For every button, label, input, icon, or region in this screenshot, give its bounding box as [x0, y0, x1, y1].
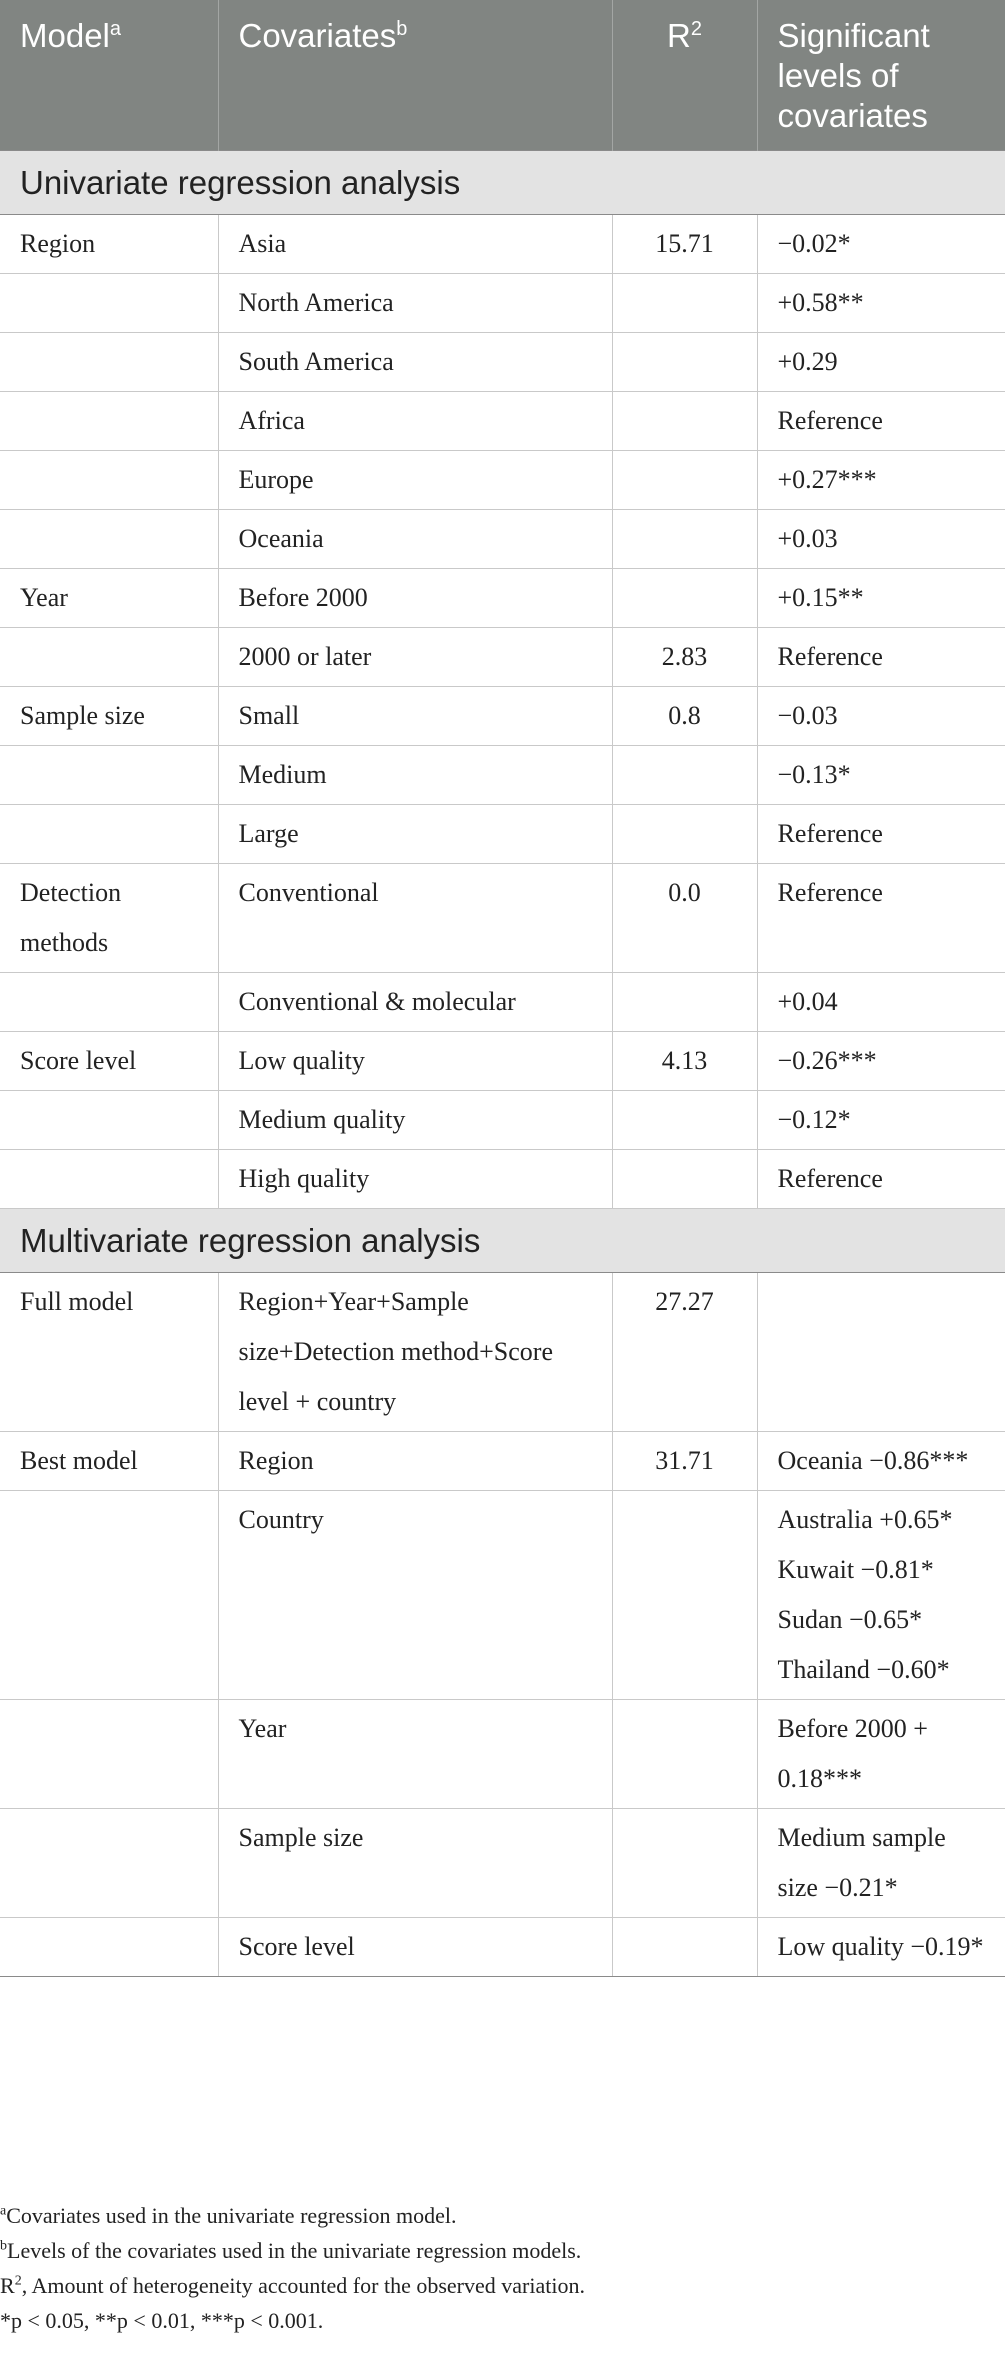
cell-model [0, 805, 218, 864]
cell-r2 [612, 333, 757, 392]
cell-covariate: Region+Year+Sample size+Detection method+Score level + country [218, 1273, 612, 1432]
cell-model [0, 1091, 218, 1150]
table-row [0, 1809, 1005, 1918]
cell-r2 [612, 451, 757, 510]
table-body [0, 151, 1005, 1977]
cell-significance: +0.29 [757, 333, 1005, 392]
cell-covariate: Medium quality [218, 1091, 612, 1150]
header-r2-sup: 2 [690, 18, 702, 40]
cell-model [0, 510, 218, 569]
cell-r2 [612, 1918, 757, 1977]
cell-covariate: Before 2000 [218, 569, 612, 628]
cell-covariate: Small [218, 687, 612, 746]
cell-significance: +0.27*** [757, 451, 1005, 510]
cell-r2 [612, 274, 757, 333]
cell-covariate: Oceania [218, 510, 612, 569]
cell-r2: 0.0 [612, 864, 757, 973]
cell-covariate: Year [218, 1700, 612, 1809]
cell-significance [757, 1273, 1005, 1432]
cell-significance: +0.15** [757, 569, 1005, 628]
footnote-a-text: Covariates used in the univariate regression model. [6, 2203, 457, 2228]
table-row [0, 1432, 1005, 1491]
header-significant: Significant levels of covariates [757, 0, 1005, 151]
cell-r2 [612, 1700, 757, 1809]
cell-significance: Australia +0.65* Kuwait −0.81* Sudan −0.65* Thailand −0.60* [757, 1491, 1005, 1700]
cell-covariate: High quality [218, 1150, 612, 1209]
table-row [0, 1032, 1005, 1091]
cell-r2: 4.13 [612, 1032, 757, 1091]
table-row [0, 628, 1005, 687]
cell-r2 [612, 1150, 757, 1209]
header-r2-label: R [667, 17, 691, 54]
cell-model [0, 746, 218, 805]
table-row [0, 687, 1005, 746]
cell-model: Full model [0, 1273, 218, 1432]
table-row [0, 864, 1005, 973]
cell-significance: Reference [757, 392, 1005, 451]
section-title: Multivariate regression analysis [0, 1209, 1005, 1273]
cell-covariate: Score level [218, 1918, 612, 1977]
table-row [0, 510, 1005, 569]
header-r2 [612, 0, 757, 151]
cell-significance: Reference [757, 1150, 1005, 1209]
table-row [0, 1918, 1005, 1977]
table-row [0, 569, 1005, 628]
cell-r2 [612, 569, 757, 628]
cell-r2: 15.71 [612, 215, 757, 274]
cell-significance: Oceania −0.86*** [757, 1432, 1005, 1491]
cell-significance: −0.12* [757, 1091, 1005, 1150]
cell-r2: 31.71 [612, 1432, 757, 1491]
cell-model: Year [0, 569, 218, 628]
table-row [0, 1491, 1005, 1700]
cell-r2: 2.83 [612, 628, 757, 687]
cell-r2 [612, 510, 757, 569]
table-row [0, 746, 1005, 805]
cell-covariate: North America [218, 274, 612, 333]
cell-model [0, 333, 218, 392]
cell-r2 [612, 805, 757, 864]
cell-covariate: Region [218, 1432, 612, 1491]
table-row [0, 215, 1005, 274]
table-row [0, 1700, 1005, 1809]
section-title: Univariate regression analysis [0, 151, 1005, 215]
cell-model [0, 274, 218, 333]
cell-model: Region [0, 215, 218, 274]
cell-r2 [612, 392, 757, 451]
footnote-r2 [0, 2268, 1005, 2303]
footnote-r2-text: , Amount of heterogeneity accounted for the observed variation. [21, 2273, 585, 2298]
cell-significance: +0.58** [757, 274, 1005, 333]
cell-r2 [612, 973, 757, 1032]
header-covariates [218, 0, 612, 151]
cell-significance: −0.02* [757, 215, 1005, 274]
cell-model [0, 628, 218, 687]
cell-r2 [612, 1091, 757, 1150]
footnotes [0, 2198, 1005, 2338]
table-row [0, 805, 1005, 864]
table-row [0, 451, 1005, 510]
header-covariates-sup: b [396, 18, 408, 40]
cell-significance: Reference [757, 805, 1005, 864]
cell-r2: 27.27 [612, 1273, 757, 1432]
cell-model [0, 392, 218, 451]
cell-covariate: South America [218, 333, 612, 392]
footnote-b-mark: b [0, 2238, 7, 2254]
cell-covariate: Country [218, 1491, 612, 1700]
footnote-p-values: *p < 0.05, **p < 0.01, ***p < 0.001. [0, 2308, 324, 2333]
cell-significance: −0.13* [757, 746, 1005, 805]
cell-model: Score level [0, 1032, 218, 1091]
table-row [0, 274, 1005, 333]
table-row [0, 333, 1005, 392]
cell-r2: 0.8 [612, 687, 757, 746]
table-row [0, 392, 1005, 451]
footnote-a [0, 2198, 1005, 2233]
cell-model [0, 1491, 218, 1700]
cell-significance: Low quality −0.19* [757, 1918, 1005, 1977]
table-row [0, 1273, 1005, 1432]
cell-covariate: 2000 or later [218, 628, 612, 687]
cell-model [0, 1150, 218, 1209]
cell-significance: Reference [757, 628, 1005, 687]
footnote-a-mark: a [0, 2203, 7, 2219]
table-header [0, 0, 1005, 151]
footnote-r2-label: R [0, 2273, 15, 2298]
cell-significance: +0.04 [757, 973, 1005, 1032]
cell-significance: +0.03 [757, 510, 1005, 569]
cell-covariate: Large [218, 805, 612, 864]
cell-model: Sample size [0, 687, 218, 746]
cell-r2 [612, 1809, 757, 1918]
footnote-b [0, 2233, 1005, 2268]
section-row [0, 151, 1005, 215]
section-row [0, 1209, 1005, 1273]
cell-covariate: Europe [218, 451, 612, 510]
cell-model: Detection methods [0, 864, 218, 973]
cell-significance: −0.03 [757, 687, 1005, 746]
cell-covariate: Sample size [218, 1809, 612, 1918]
cell-significance: Reference [757, 864, 1005, 973]
cell-model [0, 973, 218, 1032]
cell-model [0, 1918, 218, 1977]
footnote-r2-sup: 2 [14, 2273, 22, 2289]
header-model-label: Model [20, 17, 110, 54]
header-covariates-label: Covariates [238, 17, 397, 54]
cell-model: Best model [0, 1432, 218, 1491]
cell-covariate: Medium [218, 746, 612, 805]
header-model [0, 0, 218, 151]
cell-significance: Before 2000 + 0.18*** [757, 1700, 1005, 1809]
cell-covariate: Africa [218, 392, 612, 451]
table-row [0, 1150, 1005, 1209]
cell-model [0, 451, 218, 510]
cell-model [0, 1700, 218, 1809]
cell-covariate: Conventional [218, 864, 612, 973]
footnote-b-text: Levels of the covariates used in the univariate regression models. [7, 2238, 582, 2263]
header-row [0, 0, 1005, 151]
cell-significance: −0.26*** [757, 1032, 1005, 1091]
cell-model [0, 1809, 218, 1918]
table-row [0, 1091, 1005, 1150]
cell-significance: Medium sample size −0.21* [757, 1809, 1005, 1918]
cell-r2 [612, 746, 757, 805]
cell-r2 [612, 1491, 757, 1700]
cell-covariate: Low quality [218, 1032, 612, 1091]
table-row [0, 973, 1005, 1032]
cell-covariate: Asia [218, 215, 612, 274]
header-model-sup: a [109, 18, 122, 40]
cell-covariate: Conventional & molecular [218, 973, 612, 1032]
